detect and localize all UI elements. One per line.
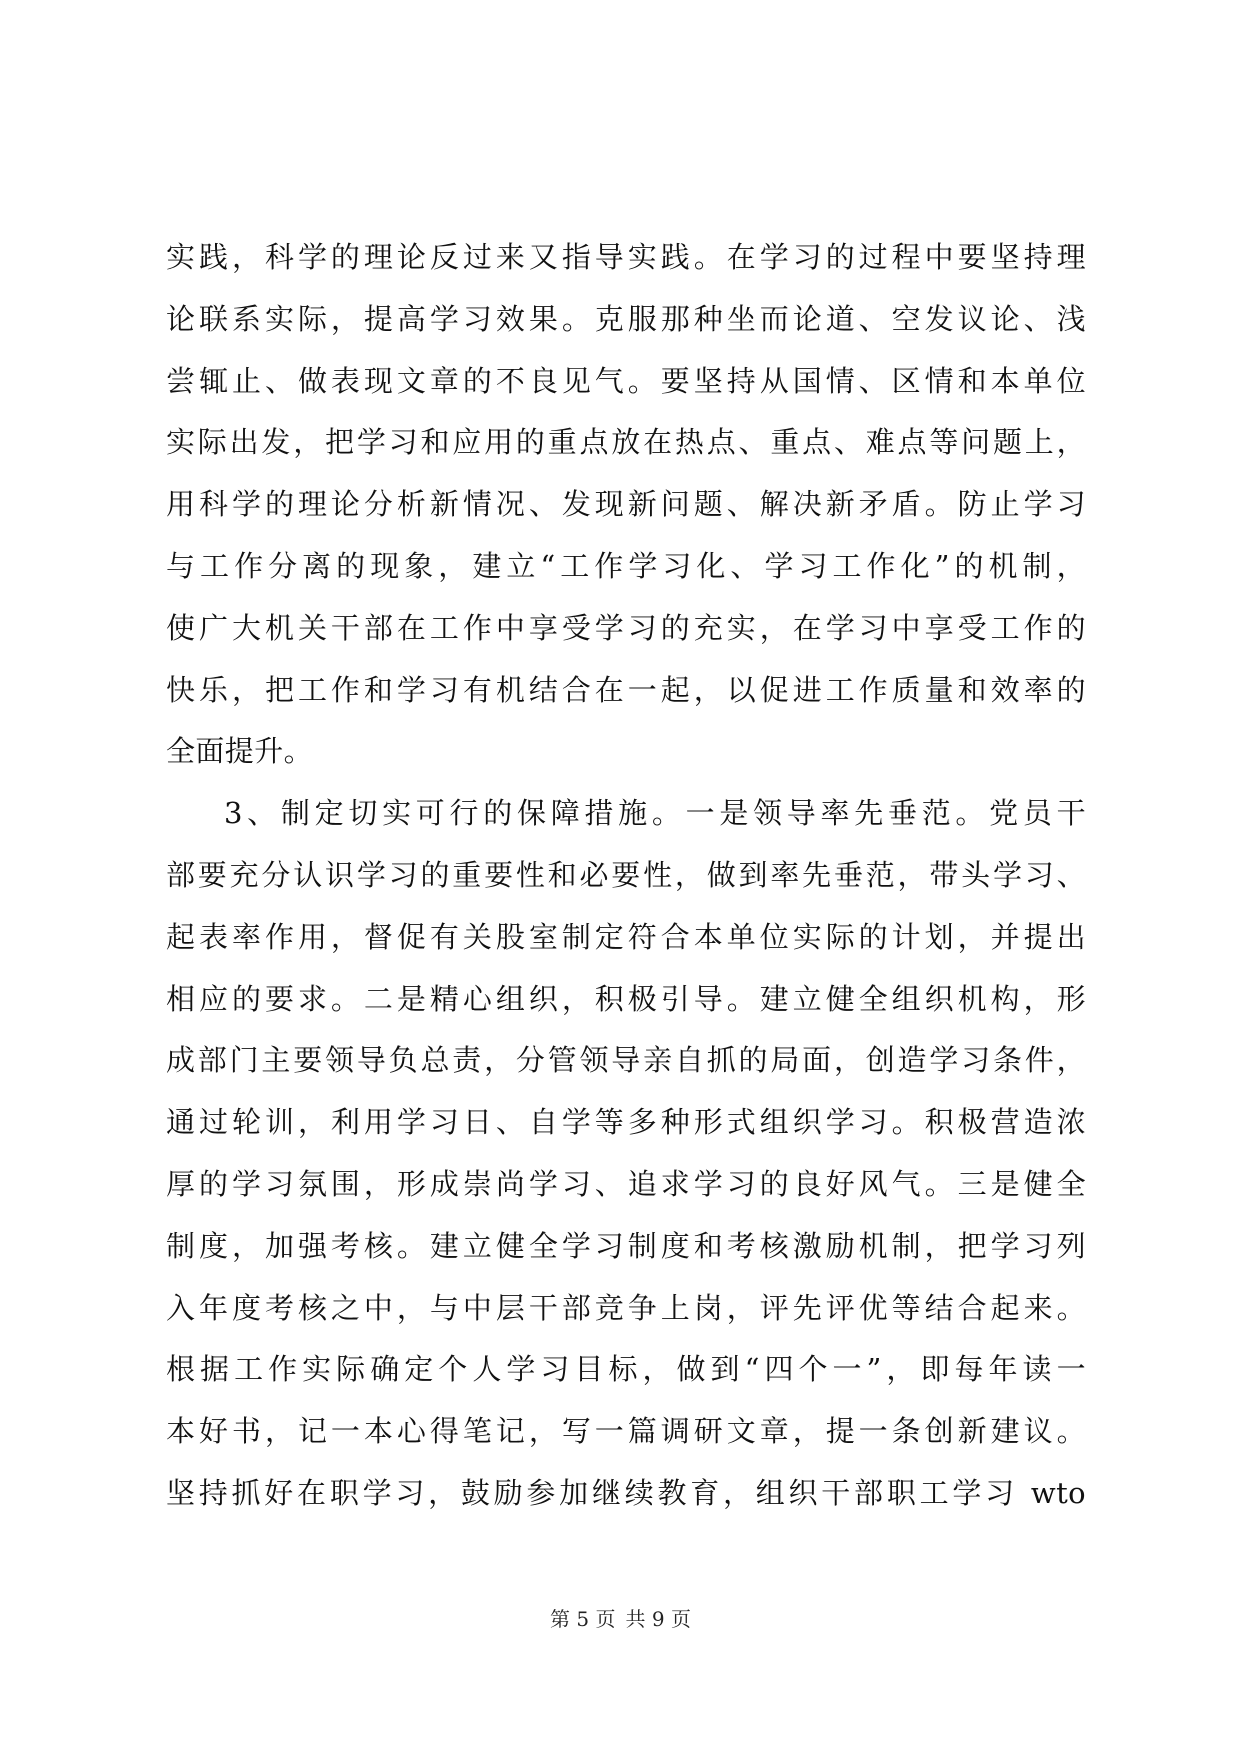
text-line: 入年度考核之中，与中层干部竞争上岗，评先评优等结合起来。 (166, 1290, 1086, 1325)
body-text (166, 227, 1086, 1525)
text-line: 相应的要求。二是精心组织，积极引导。建立健全组织机构，形 (166, 981, 1086, 1016)
text-line: 本好书，记一本心得笔记，写一篇调研文章，提一条创新建议。 (166, 1414, 1086, 1449)
paragraph-start-line: 3、制定切实可行的保障措施。一是领导率先垂范。党员干 (224, 796, 1086, 831)
text-line: 论联系实际，提高学习效果。克服那种坐而论道、空发议论、浅 (166, 301, 1086, 336)
text-line: 实践，科学的理论反过来又指导实践。在学习的过程中要坚持理 (166, 240, 1086, 274)
page-number: 第 5 页 (550, 1607, 616, 1631)
text-line: 使广大机关干部在工作中享受学习的充实，在学习中享受工作的 (166, 610, 1086, 645)
text-line: 制度，加强考核。建立健全学习制度和考核激励机制，把学习列 (166, 1228, 1086, 1263)
text-line: 与工作分离的现象，建立“工作学习化、学习工作化”的机制， (166, 548, 1086, 583)
text-line: 根据工作实际确定个人学习目标，做到“四个一”，即每年读一 (166, 1352, 1086, 1387)
text-line: 通过轮训，利用学习日、自学等多种形式组织学习。积极营造浓 (166, 1105, 1086, 1140)
text-line: 坚持抓好在职学习，鼓励参加继续教育，组织干部职工学习 wto (166, 1475, 1086, 1510)
text-line: 部要充分认识学习的重要性和必要性，做到率先垂范，带头学习、 (166, 857, 1086, 892)
text-line: 用科学的理论分析新情况、发现新问题、解决新矛盾。防止学习 (166, 487, 1086, 522)
text-line: 成部门主要领导负总责，分管领导亲自抓的局面，创造学习条件， (166, 1043, 1086, 1078)
text-line: 尝辄止、做表现文章的不良见气。要坚持从国情、区情和本单位 (166, 363, 1086, 398)
text-line: 全面提升。 (166, 734, 314, 769)
text-line: 厚的学习氛围，形成崇尚学习、追求学习的良好风气。三是健全 (166, 1166, 1086, 1201)
text-line: 起表率作用，督促有关股室制定符合本单位实际的计划，并提出 (166, 919, 1086, 954)
text-line: 实际出发，把学习和应用的重点放在热点、重点、难点等问题上， (166, 425, 1086, 460)
text-line: 快乐，把工作和学习有机结合在一起，以促进工作质量和效率的 (166, 672, 1086, 707)
page-footer (0, 1605, 1241, 1633)
page-total: 共 9 页 (625, 1607, 691, 1631)
